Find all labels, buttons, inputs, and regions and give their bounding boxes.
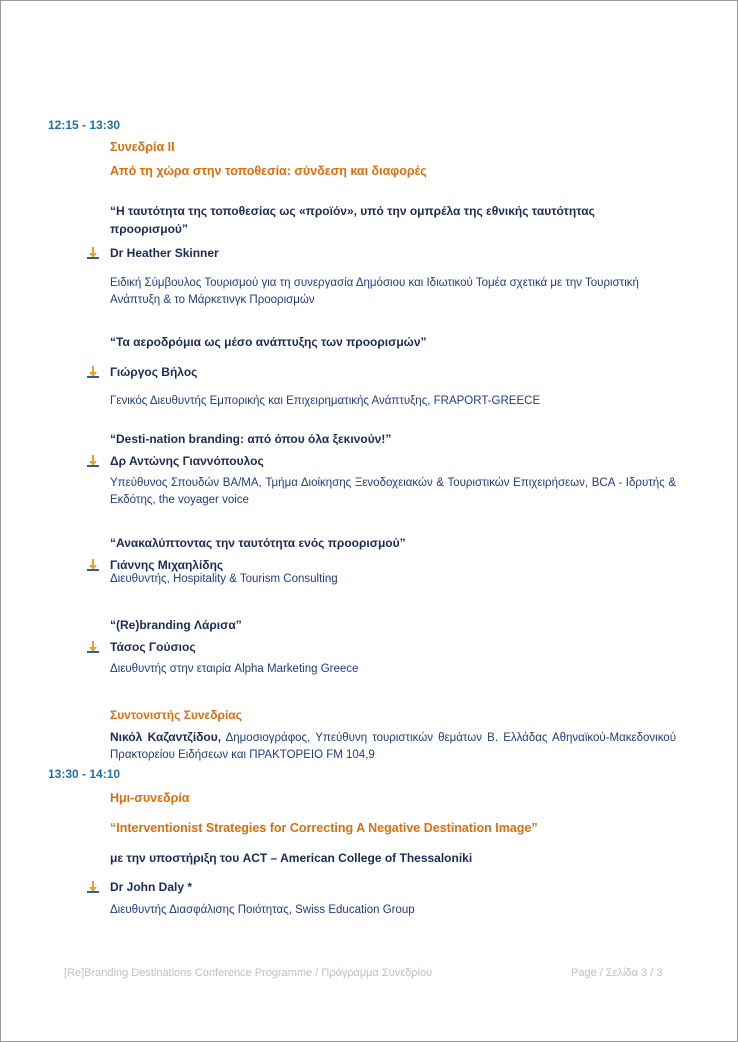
- moderator-text: [110, 729, 676, 764]
- speaker-role: Διευθυντής στην εταιρία Alpha Marketing Greece: [110, 663, 359, 675]
- semi-session-support: με την υποστήριξη του ACT – American College of Thessaloniki: [110, 851, 473, 865]
- speaker-name: Τάσος Γούσιος: [110, 640, 196, 654]
- arrow-bullet-icon: [87, 455, 99, 467]
- talk-title: “(Re)branding Λάρισα”: [110, 618, 242, 632]
- semi-session-title: “Interventionist Strategies for Correcting A Negative Destination Image”: [110, 821, 538, 835]
- semi-session-time: 13:30 - 14:10: [48, 767, 121, 781]
- speaker-role: Διευθυντής Διασφάλισης Ποιότητας, Swiss Education Group: [110, 904, 415, 916]
- moderator-label: Συντονιστής Συνεδρίας: [110, 708, 242, 722]
- speaker-name: Dr Heather Skinner: [110, 246, 219, 260]
- session-name: Συνεδρία ΙΙ: [110, 140, 175, 154]
- speaker-role: Ειδική Σύμβουλος Τουρισμού για τη συνεργασία Δημόσιου και Ιδιωτικού Τομέα σχετικά με την Τουριστική Ανάπτυξη & το Μάρκετινγκ Προορισμών: [110, 277, 639, 306]
- footer-page-number: Page / Σελίδα 3 / 3: [571, 967, 663, 979]
- footer-title: [Re]Branding Destinations Conference Programme / Πρόγραμμα Συνεδρίου: [64, 967, 433, 979]
- speaker-name: Δρ Αντώνης Γιαννόπουλος: [110, 454, 264, 468]
- speaker-role: Υπεύθυνος Σπουδών BA/MA, Τμήμα Διοίκησης Ξενοδοχειακών & Τουριστικών Επιχειρήσεων, BCA - Ιδρυτής & Εκδότης, the voyager voice: [110, 477, 676, 506]
- speaker-name: Dr John Daly *: [110, 880, 193, 894]
- talk-title: “Η ταυτότητα της τοποθεσίας ως «προϊόν», υπό την ομπρέλα της εθνικής ταυτότητας προορισμού”: [110, 204, 595, 236]
- arrow-bullet-icon: [87, 366, 99, 378]
- arrow-bullet-icon: [87, 881, 99, 893]
- arrow-bullet-icon: [87, 641, 99, 653]
- arrow-bullet-icon: [87, 559, 99, 571]
- talk-title: “Τα αεροδρόμια ως μέσο ανάπτυξης των προορισμών”: [110, 335, 427, 349]
- speaker-name: Γιώργος Βήλος: [110, 365, 198, 379]
- moderator-role: Δημοσιογράφος, Υπεύθυνη τουριστικών θεμάτων Β. Ελλάδας Αθηναϊκού-Μακεδονικού Πρακτορείου Ειδήσεων και ΠΡΑΚΤΟΡΕΙΟ FM 104,9: [110, 732, 676, 761]
- speaker-name: Γιάννης Μιχαηλίδης: [110, 558, 224, 572]
- talk-title: “Ανακαλύπτοντας την ταυτότητα ενός προορισμού”: [110, 536, 406, 550]
- arrow-bullet-icon: [87, 247, 99, 259]
- speaker-role: Γενικός Διευθυντής Εμπορικής και Επιχειρηματικής Ανάπτυξης, FRAPORT-GREECE: [110, 395, 541, 407]
- moderator-name: Νικόλ Καζαντζίδου,: [110, 730, 222, 744]
- talk-title: “Desti-nation branding: από όπου όλα ξεκινούν!”: [110, 432, 392, 446]
- speaker-role: Διευθυντής, Hospitality & Tourism Consulting: [110, 573, 338, 585]
- session-theme: Από τη χώρα στην τοποθεσία: σύνδεση και διαφορές: [110, 164, 427, 178]
- semi-session-name: Ημι-συνεδρία: [110, 791, 190, 805]
- session-time: 12:15 - 13:30: [48, 118, 121, 132]
